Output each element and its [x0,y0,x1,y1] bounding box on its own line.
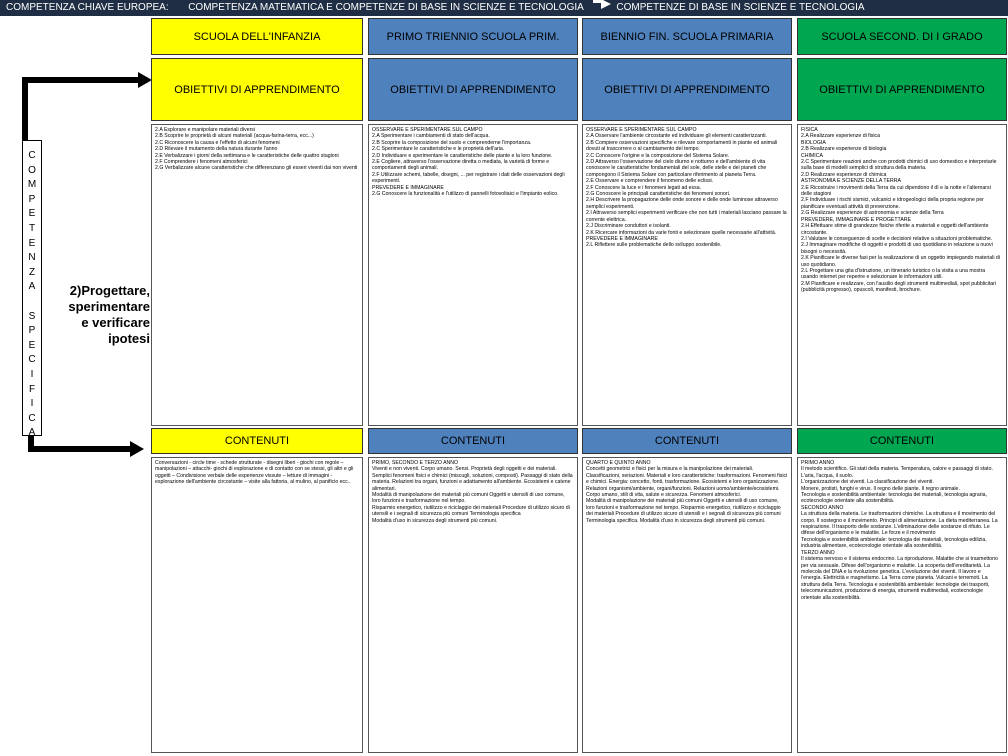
vertical-letter: C [28,412,36,424]
top-header-bar [0,0,1008,16]
objectives-text-infanzia: 2.A Esplorare e manipolare materiali diversi 2.B Scoprire le proprietà di alcuni materiali (acqua-farina-terra, ecc...) 2.C Riconoscere la causa e l'effetto di alcuni fenomeni 2.D Rilevare il mutamento della natura durante l'anno 2.E Verbalizzare i giorni della settimana e le caratteristiche delle quattro stagioni 2.F Comprendere i fenomeni atmosferici 2.G Verbalizzare alcune caratteristiche che differenziano gli esseri viventi dai non viventi [151,124,363,426]
vertical-letter: I [30,368,34,380]
objectives-header-biennio: OBIETTIVI DI APPRENDIMENTO [582,58,792,121]
side-label-line: 2)Progettare, [69,283,150,298]
competence-description [56,283,150,347]
vertical-letter: M [27,179,37,191]
connector-arrow-top-stem [22,77,140,83]
key-competence-label: COMPETENZA CHIAVE EUROPEA: [6,2,169,13]
vertical-letter: E [28,339,36,351]
side-label-line: ipotesi [108,331,150,346]
vertical-letter: E [28,208,36,220]
vertical-letter: F [28,383,36,395]
arrow-right-icon [138,72,152,88]
vertical-letter: A [28,281,36,293]
objectives-text-biennio: OSSERVARE E SPERIMENTARE SUL CAMPO 2.A Osservare l'ambiente circostante ed individuare gli elementi caratterizzanti. 2.B Compiere osservazioni specifiche e rilevare comportamenti in piante ed animali dovuti al trascorrere o al cambiamento del tempo. 2.C Conoscere l'origine e la composizione del Sistema Solare. 2.D Attraverso l'osservazione del cielo diurno e notturno e dell'ambiente di vita conoscere le caratteristiche fondamentali del sole, delle stelle e dei pianeti che compongono il Sistema Solare con particolare riferimento al pianeta Terra. 2.E Osservare e comprendere il fenomeno delle eclissi. 2.F Conoscere la luce e i fenomeni legati ad essa. 2.G Conoscere le principali caratteristiche dei fenomeni sonori. 2.H Descrivere la propagazione delle onde sonore e delle onde luminose attraverso semplici esperimenti. 2.I Attraverso semplici esperimenti verificare che non tutti i materiali lasciano passare la corrente elettrica. 2.J Discriminare conduttori e isolanti. 2.K Ricercare informazioni da varie fonti e selezionare quelle necessarie all'attività. PREVEDERE E IMMAGINARE 2.L Riflettere sulle problematiche dello sviluppo sostenibile. [582,124,792,426]
objectives-header-primo-triennio: OBIETTIVI DI APPRENDIMENTO [368,58,578,121]
school-header-infanzia: SCUOLA DELL'INFANZIA [151,18,363,55]
objectives-text-secondaria: FISICA 2.A Realizzare esperienze di fisica BIOLOGIA 2.B Realizzare esperienze di biologia CHIMICA 2.C Sperimentare reazioni anche con prodotti chimici di uso domestico e interpretarle sulla base di modelli semplici di struttura della materia. 2.D Realizzare esperienze di chimica ASTRONOMIA E SCIENZE DELLA TERRA 2.E Ricostruire i movimenti della Terra da cui dipendono il dì e la notte e l'alternarsi delle stagioni 2.F Individuare i rischi sismici, vulcanici e idrogeologici della propria regione per pianificare eventuali attività di prevenzione. 2.G Realizzare esperienze di astronomia e scienze della Terra PREVEDERE, IMMAGINARE E PROGETTARE 2.H Effettuare stime di grandezze fisiche riferite a materiali e oggetti dell'ambiente circostante. 2.I Valutare le conseguenze di scelte e decisioni relative a situazioni problematiche. 2.J Immaginare modifiche di oggetti e prodotti di uso quotidiano in relazione a nuovi bisogni o necessità. 2.K Pianificare le diverse fasi per la realizzazione di un oggetto impiegando materiali di uso quotidiano. 2.L Progettare una gita d'istruzione, un itinerario turistico o la visita a una mostra usando internet per reperire e selezionare le informazioni utili. 2.M Pianificare e realizzare, con l'ausilio degli strumenti multimediali, spot pubblicitari (pubblicità progresso), opuscoli, manifesti, brochure. [797,124,1007,426]
side-label-line: sperimentare [68,299,150,314]
contents-header-secondaria: CONTENUTI [797,428,1007,454]
vertical-letter: T [28,222,36,234]
subcompetence-title: COMPETENZE DI BASE IN SCIENZE E TECNOLOGIA [616,2,865,13]
vertical-label-competenza-specifica [22,140,42,439]
objectives-text-primo-triennio: OSSERVARE E SPERIMENTARE SUL CAMPO 2.A Sperimentare i cambiamenti di stato dell'acqua. 2.B Scoprire la composizione del suolo e comprenderne l'importanza. 2.C Sperimentare le caratteristiche e le proprietà dell'aria. 2.D Individuare e sperimentare le caratteristiche delle piante e la loro funzione. 2.E Cogliere, attraverso l'osservazione diretta o mediata, la varietà di forme e comportamenti degli animali. 2.F Utilizzare schemi, tabelle, disegni, ... per registrare i dati delle osservazioni degli esperimenti. PREVEDERE E IMMAGINARE 2.G Conoscere la funzionalità e l'utilizzo di pannelli fotovoltaici e l'impianto eolico. [368,124,578,426]
school-header-secondaria: SCUOLA SECOND. DI I GRADO [797,18,1007,55]
vertical-letter: C [28,354,36,366]
side-label-line: e verificare [81,315,150,330]
contents-header-biennio: CONTENUTI [582,428,792,454]
vertical-letter: Z [28,266,36,278]
contents-text-biennio: QUARTO E QUINTO ANNO Concetti geometrici e fisici per la misura e la manipolazione dei materiali. Classificazioni, seriazioni. Materiali e loro caratteristiche: trasformazioni. Fenomeni fisici e chimici. Energia: concetto, fonti, trasformazione. Ecosistemi e loro organizzazione. Relazioni organismi/ambiente, organi/funzioni. Relazioni uomo/ambiente/ecosistemi. Corpo umano, stili di vita, salute e sicurezza. Fenomeni atmosferici. Modalità di manipolazione dei materiali più comuni Oggetti e utensili di uso comune, loro funzioni e trasformazione nel tempo. Risparmio energetico, riutilizzo e riciclaggio dei materiali Procedure di utilizzo sicuro di utensili e i segnali di sicurezza più comuni Terminologia specifica. Modalità d'uso in sicurezza degli strumenti più comuni. [582,457,792,753]
contents-header-infanzia: CONTENUTI [151,428,363,454]
arrow-right-icon [601,0,611,9]
school-header-primo-triennio: PRIMO TRIENNIO SCUOLA PRIM. [368,18,578,55]
vertical-letter: P [28,193,36,205]
connector-arrow-bottom-stem [28,446,132,452]
vertical-letter: A [28,427,36,439]
vertical-letter: P [28,325,36,337]
vertical-letter: I [30,398,34,410]
contents-text-secondaria: PRIMO ANNO Il metodo scientifico. Gli stati della materia. Temperatura, calore e passaggi di stato. L'aria, l'acqua, il suolo. L'organizzazione dei viventi. La classificazione dei viventi. Monere, protisti, funghi e virus. Il regno delle piante. Il regno animale. Tecnologia e sostenibilità ambientale: tecnologia dei materiali, tecnologia agraria, ecotecnologie orientate alla sostenibilità. SECONDO ANNO La struttura della materia. Le trasformazioni chimiche. La struttura e il movimento del corpo. Il sostegno e il movimento. Principi di alimentazione. La dieta mediterranea. La respirazione. Il trasporto delle sostanze. L'eliminazione delle sostanze di rifiuto. Le difese dell'organismo e le malattie. Le forze e il movimento Tecnologia e sostenibilità ambientale: tecnologia dei materiali, tecnologia edilizia, industria alimentare, ecotecnologie orientate alla sostenibilità. TERZO ANNO Il sistema nervoso e il sistema endocrino. La riproduzione. Malattie che si trasmettono per via sessuale. Difese dell'organismo e malattie. La scoperta dell'ereditarietà. La molecola del DNA e la rivoluzione genetica. L'evoluzione dei viventi. Il lavoro e l'energia. Elettricità e magnetismo. La Terra come pianeta. Vulcani e terremoti. La struttura della Terra. Tecnologia e sostenibilità ambientale: tecnologie dei trasporti, telecomunicazioni, produzione di energia, strumenti multimediali, ecotecnologie orientate alla sostenibilità. [797,457,1007,753]
vertical-letter [23,295,41,310]
arrow-right-icon [130,441,144,457]
vertical-letter: O [28,164,36,176]
connector-line-top [22,77,28,141]
competence-title: COMPETENZA MATEMATICA E COMPETENZE DI BASE IN SCIENZE E TECNOLOGIA [188,2,584,13]
vertical-letter: E [28,237,36,249]
contents-header-primo-triennio: CONTENUTI [368,428,578,454]
contents-text-infanzia: Conversazioni - circle time - schede strutturate - disegni liberi - giochi con regole – manipolazioni – attacchi- giochi di esplorazione e di contatto con se stessi, gli altri e gli oggetti – Condivisione verbale delle esperienze vissute – letture di immagini - esplorazione dell'ambiente circostante – visite alla fattoria, al mulino, al panificio ecc.. [151,457,363,753]
vertical-letter: S [28,310,36,322]
school-header-biennio: BIENNIO FIN. SCUOLA PRIMARIA [582,18,792,55]
vertical-letter: N [28,252,36,264]
objectives-header-infanzia: OBIETTIVI DI APPRENDIMENTO [151,58,363,121]
arrow-right-icon-stem [593,0,601,3]
contents-text-primo-triennio: PRIMO, SECONDO E TERZO ANNO Viventi e non viventi. Corpo umano. Sensi. Proprietà degli oggetti e dei materiali. Semplici fenomeni fisici e chimici (miscugli, soluzioni, composti). Passaggi di stato della materia. Relazioni tra organi, funzioni e adattamento all'ambiente. Ecosistemi e catene alimentari. Modalità di manipolazione dei materiali più comuni Oggetti e utensili di uso comune, loro funzioni e trasformazione nel tempo. Risparmio energetico, riutilizzo e riciclaggio dei materiali Procedure di utilizzo sicuro di utensili e i segnali di sicurezza più comuni Terminologia specifica Modalità d'uso in sicurezza degli strumenti più comuni. [368,457,578,753]
objectives-header-secondaria: OBIETTIVI DI APPRENDIMENTO [797,58,1007,121]
vertical-letter: C [28,150,36,161]
